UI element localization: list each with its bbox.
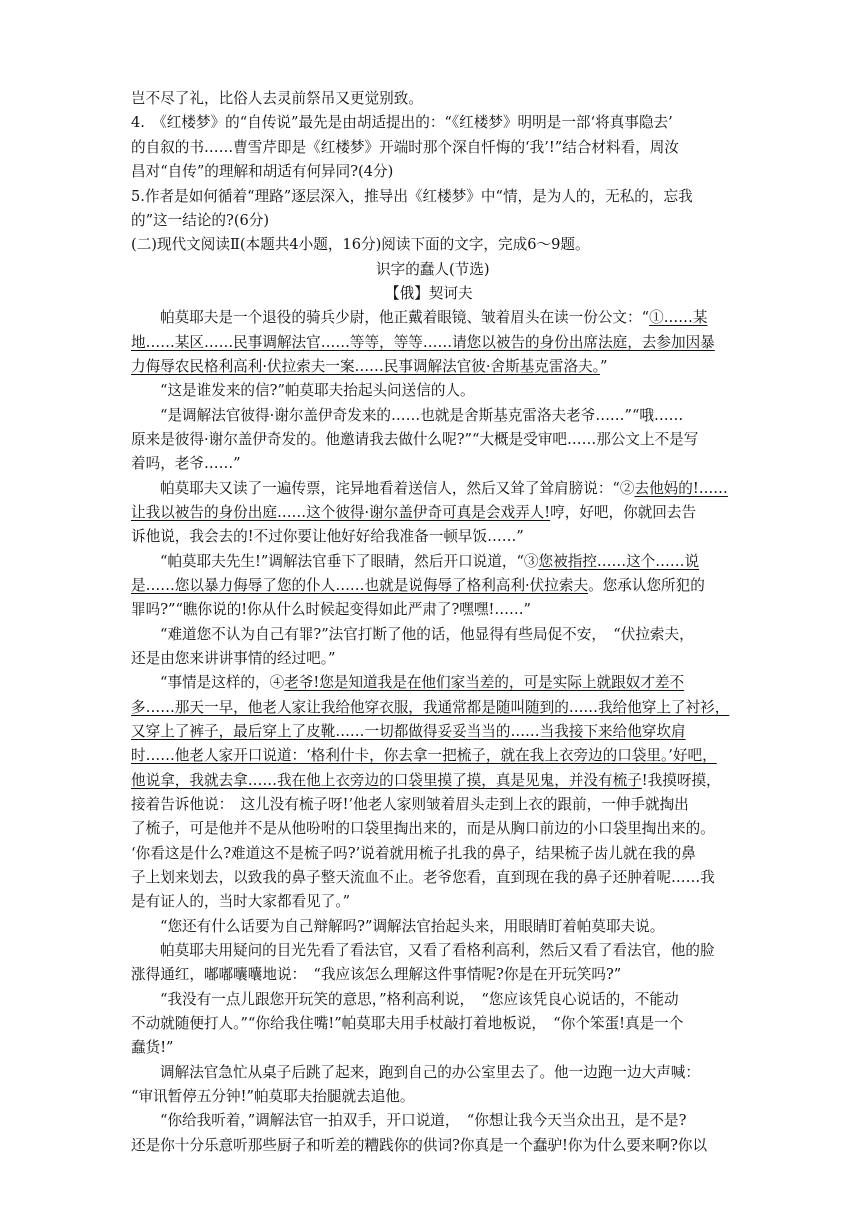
text-line xyxy=(131,598,531,623)
text-line xyxy=(160,623,694,648)
text-line xyxy=(131,574,705,599)
text-line xyxy=(131,842,696,867)
text-line xyxy=(131,817,715,842)
text-span: 。您承认您所犯的 xyxy=(588,577,705,594)
text-span: “你给我听着，”调解法官一拍双手，开口说道， “你想让我今天当众出丑，是不是? xyxy=(160,1112,687,1129)
text-span: 着吗，老爷……” xyxy=(131,455,241,472)
text-line xyxy=(131,331,715,356)
text-line xyxy=(131,111,673,136)
text-line xyxy=(131,209,269,234)
text-line xyxy=(385,282,473,307)
text-span: “事情是这样的，④ xyxy=(160,674,285,691)
text-span: 涨得通红，嘟嘟囔囔地说： “我应该怎么理解这件事情呢?你是在开玩笑吗?” xyxy=(131,966,622,983)
text-span: “帕莫耶夫先生!”调解法官垂下了眼睛，然后开口说道，“③ xyxy=(160,553,539,570)
text-line xyxy=(160,988,679,1013)
text-span: !我摸呀摸， xyxy=(641,772,721,789)
underlined-text: 他说拿，我就去拿……我在他上衣旁边的口袋里摸了摸，真是见鬼，并没有梳子 xyxy=(131,772,642,789)
text-span: “我没有一点儿跟您开玩笑的意思，”格利高利说， “您应该凭良心说话的，不能动 xyxy=(160,991,679,1008)
text-line xyxy=(131,1036,174,1061)
text-line xyxy=(131,890,350,915)
text-line xyxy=(131,501,696,526)
text-line xyxy=(131,160,393,185)
text-line xyxy=(131,1012,683,1037)
text-line xyxy=(160,939,715,964)
text-span: 识字的蠢人(节选) xyxy=(376,261,490,278)
text-span: 还是你十分乐意听那些厨子和听差的糟践你的供词?你真是一个蠢驴!你为什么要来啊?你以 xyxy=(131,1137,708,1154)
text-line xyxy=(131,720,686,745)
text-span: 帕莫耶夫用疑问的目光先看了看法官，又看了看格利高利，然后又看了看法官，他的脸 xyxy=(160,942,715,959)
text-span: 哼，好吧，你就回去告 xyxy=(550,504,697,521)
text-line xyxy=(131,647,335,672)
text-span: 原来是彼得·谢尔盖伊奇发的。他邀请我去做什么呢?”“大概是受审吧……那公文上不是写 xyxy=(131,431,699,448)
text-span: 接着告诉他说： 这儿没有梳子呀!’他老人家则皱着眉头走到上衣的跟前，一伸手就掏出 xyxy=(131,796,689,813)
text-line xyxy=(131,136,679,161)
text-line xyxy=(131,769,721,794)
underlined-text: 去他妈的!…… xyxy=(634,480,728,497)
text-span: 岂不尽了礼，比俗人去灵前祭吊又更觉别致。 xyxy=(131,90,423,107)
text-span: 是有证人的，当时大家都看见了。” xyxy=(131,893,351,910)
underlined-text: 地……某区……民事调解法官……等等，等等……请您以被告的身份出席法庭，去参加因暴 xyxy=(131,334,715,351)
text-span: ” xyxy=(599,358,608,375)
text-span: “难道您不认为自己有罪?”法官打断了他的话，他显得有些局促不安， “伏拉索夫， xyxy=(160,626,694,643)
text-line xyxy=(160,1061,700,1086)
text-span: “您还有什么话要为自己辩解吗?”调解法官抬起头来，用眼睛盯着帕莫耶夫说。 xyxy=(160,918,665,935)
text-span: 蠢货!” xyxy=(131,1039,174,1056)
text-line xyxy=(131,428,698,453)
text-span: 4. 《红楼梦》的“自传说”最先是由胡适提出的：“《红楼梦》明明是一部‘将真事隐去’ xyxy=(131,114,673,131)
underlined-text: ①……某 xyxy=(649,309,708,326)
text-line xyxy=(131,1134,707,1159)
text-span: 调解法官急忙从桌子后跳了起来，跑到自己的办公室里去了。他一边跑一边大声喊： xyxy=(160,1064,700,1081)
text-line xyxy=(131,233,590,258)
underlined-text: 又穿上了裤子，最后穿上了皮靴……一切都做得妥妥当当的……当我接下来给他穿坎肩 xyxy=(131,723,686,740)
underlined-text: 力侮辱农民格利高利·伏拉索夫一案……民事调解法官彼·舍斯基克雷洛夫。 xyxy=(131,358,600,375)
text-line xyxy=(131,525,524,550)
underlined-text: 让我以被告的身份出庭……这个彼得·谢尔盖伊奇可真是会戏弄人! xyxy=(131,504,551,521)
text-line xyxy=(160,671,684,696)
text-line xyxy=(131,1085,414,1110)
text-line xyxy=(160,477,728,502)
text-line xyxy=(160,379,475,404)
text-line xyxy=(131,793,689,818)
text-span: 【俄】契诃夫 xyxy=(385,285,473,302)
underlined-text: 多……那天一早，他老人家让我给他穿衣服，我通常都是随叫随到的……我给他穿上了衬衫， xyxy=(131,699,730,716)
text-span: 罪吗?”“瞧你说的!你从什么时候起变得如此严肃了?嘿嘿!……” xyxy=(131,601,532,618)
text-line xyxy=(131,87,423,112)
text-span: 5.作者是如何循着“理路”逐层深入，推导出《红楼梦》中“情，是为人的，无私的，忘我 xyxy=(131,188,693,205)
text-span: 了梳子，可是他并不是从他吩咐的口袋里掏出来的，而是从胸口前边的小口袋里掏出来的。 xyxy=(131,820,715,837)
underlined-text: 您被指控……这个……说 xyxy=(538,553,700,570)
text-span: 不动就随便打人。”“你给我住嘴!”帕莫耶夫用手杖敲打着地板说， “你个笨蛋!真是一个 xyxy=(131,1015,684,1032)
text-line xyxy=(131,452,241,477)
text-span: 还是由您来讲讲事情的经过吧。” xyxy=(131,650,336,667)
text-span: ‘你看这是什么?难道这不是梳子吗?’说着就用梳子扎我的鼻子，结果梳子齿儿就在我的鼻 xyxy=(131,845,696,862)
text-line xyxy=(131,355,607,380)
text-line xyxy=(131,696,729,721)
text-line xyxy=(131,185,693,210)
text-span: 的”这一结论的?(6分) xyxy=(131,212,270,229)
text-span: 诉他说，我会去的!不过你要让他好好给我准备一顿早饭……” xyxy=(131,528,524,545)
text-line xyxy=(160,306,707,331)
text-span: 帕莫耶夫是一个退役的骑兵少尉，他正戴着眼镜、皱着眉头在读一份公文：“ xyxy=(160,309,650,326)
text-span: 帕莫耶夫又读了一遍传票，诧异地看着送信人，然后又耸了耸肩膀说：“② xyxy=(160,480,635,497)
text-span: 子上划来划去，以致我的鼻子整天流血不止。老爷您看，直到现在我的鼻子还肿着呢……我 xyxy=(131,869,715,886)
text-line xyxy=(160,1109,686,1134)
text-line xyxy=(160,404,683,429)
text-line xyxy=(131,866,715,891)
text-span: 昌对“自传”的理解和胡适有何异同?(4分) xyxy=(131,163,394,180)
text-line xyxy=(160,550,699,575)
text-span: 的自叙的书……曹雪芹即是《红楼梦》开端时那个深自忏悔的‘我’!”结合材料看，周汝 xyxy=(131,139,679,156)
text-line xyxy=(131,963,621,988)
text-span: “这是谁发来的信?”帕莫耶夫抬起头问送信的人。 xyxy=(160,382,475,399)
text-line xyxy=(160,915,664,940)
underlined-text: 是……您以暴力侮辱了您的仆人……也就是说侮辱了格利高利·伏拉索夫 xyxy=(131,577,589,594)
underlined-text: 时……他老人家开口说道：‘格利什卡，你去拿一把梳子，就在我上衣旁边的口袋里。’好吧， xyxy=(131,747,717,764)
underlined-text: 老爷!您是知道我是在他们家当差的，可是实际上就跟奴才差不 xyxy=(284,674,685,691)
text-span: “是调解法官彼得·谢尔盖伊奇发来的……也就是舍斯基克雷洛夫老爷……”“哦…… xyxy=(160,407,684,424)
text-span: “审讯暂停五分钟!”帕莫耶夫抬腿就去追他。 xyxy=(131,1088,415,1105)
text-line xyxy=(131,744,717,769)
text-span: (二)现代文阅读Ⅱ(本题共4小题，16分)阅读下面的文字，完成6～9题。 xyxy=(131,236,590,253)
text-line xyxy=(376,258,490,283)
